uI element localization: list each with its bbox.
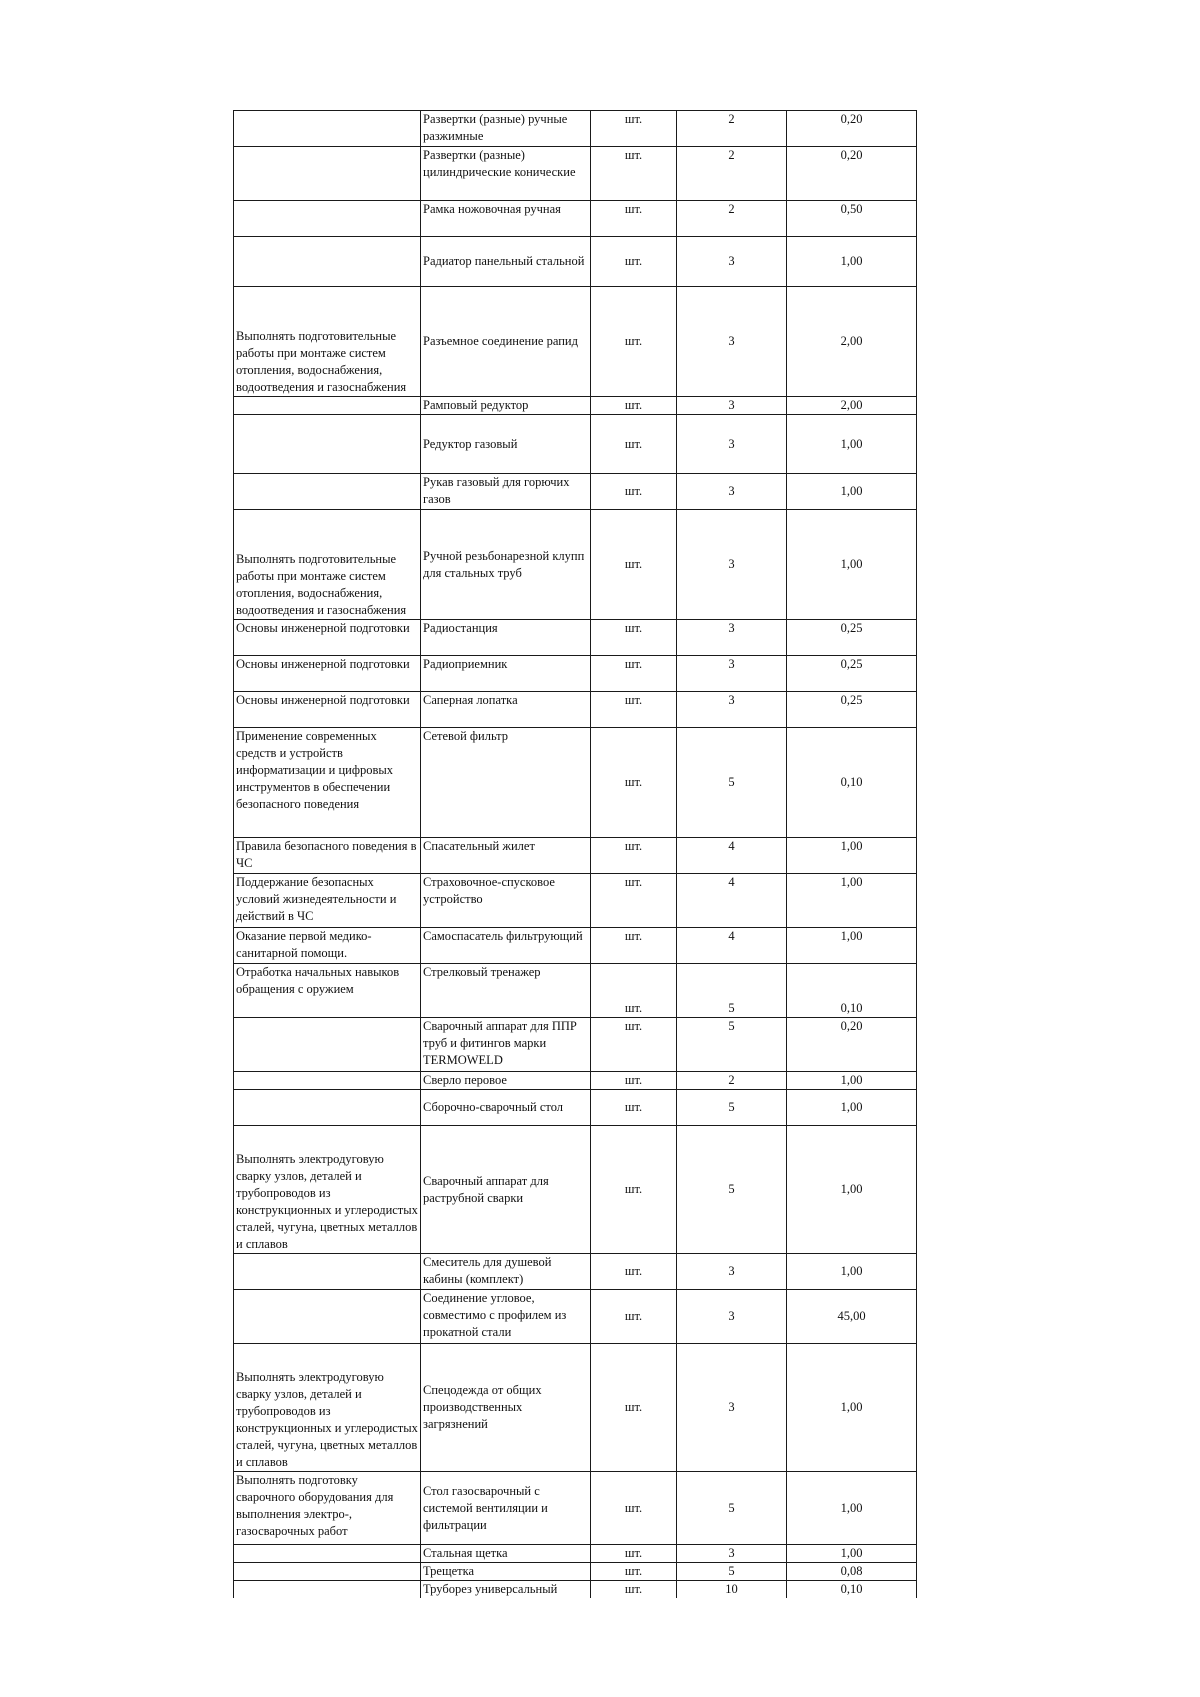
quantity-cell: 4 xyxy=(677,838,787,874)
item-name-cell: Ручной резьбонарезной клупп для стальных труб xyxy=(421,510,591,620)
unit-cell: шт. xyxy=(591,1072,677,1090)
item-name-cell: Соединение угловое, совместимо с профилем из прокатной стали xyxy=(421,1290,591,1344)
unit-cell: шт. xyxy=(591,397,677,415)
table-row xyxy=(234,1581,917,1599)
item-name-cell: Радиоприемник xyxy=(421,656,591,692)
table-row xyxy=(234,1254,917,1290)
item-name-cell: Труборез универсальный xyxy=(421,1581,591,1599)
topic-cell xyxy=(234,1072,421,1090)
unit-cell: шт. xyxy=(591,111,677,147)
norm-cell: 45,00 xyxy=(787,1290,917,1344)
unit-cell: шт. xyxy=(591,1472,677,1545)
table-row xyxy=(234,874,917,928)
table-row xyxy=(234,1018,917,1072)
topic-cell xyxy=(234,1254,421,1290)
table-row xyxy=(234,1545,917,1563)
quantity-cell: 5 xyxy=(677,1090,787,1126)
unit-cell: шт. xyxy=(591,1018,677,1072)
table-row xyxy=(234,656,917,692)
topic-cell: Выполнять подготовку сварочного оборудования для выполнения электро-, газосварочных работ xyxy=(234,1472,421,1545)
norm-cell: 2,00 xyxy=(787,397,917,415)
equipment-table-body xyxy=(234,111,917,1599)
quantity-cell: 3 xyxy=(677,620,787,656)
unit-cell: шт. xyxy=(591,147,677,201)
table-row xyxy=(234,728,917,838)
item-name-cell: Сборочно-сварочный стол xyxy=(421,1090,591,1126)
unit-cell: шт. xyxy=(591,1581,677,1599)
quantity-cell: 2 xyxy=(677,111,787,147)
quantity-cell: 3 xyxy=(677,474,787,510)
unit-cell: шт. xyxy=(591,1290,677,1344)
item-name-cell: Радиостанция xyxy=(421,620,591,656)
item-name-cell: Развертки (разные) ручные разжимные xyxy=(421,111,591,147)
unit-cell: шт. xyxy=(591,728,677,838)
table-row xyxy=(234,1472,917,1545)
table-row xyxy=(234,1126,917,1254)
topic-cell xyxy=(234,1018,421,1072)
quantity-cell: 3 xyxy=(677,656,787,692)
item-name-cell: Рукав газовый для горючих газов xyxy=(421,474,591,510)
quantity-cell: 2 xyxy=(677,147,787,201)
norm-cell: 1,00 xyxy=(787,474,917,510)
item-name-cell: Самоспасатель фильтрующий xyxy=(421,928,591,964)
norm-cell: 1,00 xyxy=(787,1254,917,1290)
unit-cell: шт. xyxy=(591,474,677,510)
topic-cell xyxy=(234,1090,421,1126)
table-row xyxy=(234,415,917,474)
item-name-cell: Саперная лопатка xyxy=(421,692,591,728)
unit-cell: шт. xyxy=(591,928,677,964)
quantity-cell: 2 xyxy=(677,1072,787,1090)
norm-cell: 0,25 xyxy=(787,692,917,728)
table-row xyxy=(234,928,917,964)
quantity-cell: 5 xyxy=(677,1563,787,1581)
norm-cell: 0,25 xyxy=(787,620,917,656)
quantity-cell: 5 xyxy=(677,1018,787,1072)
quantity-cell: 3 xyxy=(677,1344,787,1472)
table-row xyxy=(234,620,917,656)
norm-cell: 0,20 xyxy=(787,111,917,147)
topic-cell xyxy=(234,415,421,474)
quantity-cell: 5 xyxy=(677,964,787,1018)
item-name-cell: Трещетка xyxy=(421,1563,591,1581)
item-name-cell: Страховочное-спусковое устройство xyxy=(421,874,591,928)
item-name-cell: Стрелковый тренажер xyxy=(421,964,591,1018)
table-row xyxy=(234,1563,917,1581)
topic-cell: Выполнять электродуговую сварку узлов, деталей и трубопроводов из конструкционных и углеродистых сталей, чугуна, цветных металлов и сплавов xyxy=(234,1344,421,1472)
unit-cell: шт. xyxy=(591,964,677,1018)
norm-cell: 0,25 xyxy=(787,656,917,692)
item-name-cell: Сварочный аппарат для раструбной сварки xyxy=(421,1126,591,1254)
table-row xyxy=(234,474,917,510)
table-row xyxy=(234,692,917,728)
norm-cell: 0,20 xyxy=(787,147,917,201)
norm-cell: 2,00 xyxy=(787,287,917,397)
unit-cell: шт. xyxy=(591,1126,677,1254)
norm-cell: 1,00 xyxy=(787,1472,917,1545)
norm-cell: 0,08 xyxy=(787,1563,917,1581)
norm-cell: 1,00 xyxy=(787,838,917,874)
topic-cell: Оказание первой медико-санитарной помощи. xyxy=(234,928,421,964)
unit-cell: шт. xyxy=(591,656,677,692)
quantity-cell: 4 xyxy=(677,928,787,964)
table-row xyxy=(234,1290,917,1344)
unit-cell: шт. xyxy=(591,510,677,620)
quantity-cell: 3 xyxy=(677,692,787,728)
table-row xyxy=(234,237,917,287)
quantity-cell: 4 xyxy=(677,874,787,928)
unit-cell: шт. xyxy=(591,237,677,287)
item-name-cell: Рамка ножовочная ручная xyxy=(421,201,591,237)
unit-cell: шт. xyxy=(591,287,677,397)
norm-cell: 1,00 xyxy=(787,415,917,474)
norm-cell: 1,00 xyxy=(787,237,917,287)
table-row xyxy=(234,397,917,415)
topic-cell: Поддержание безопасных условий жизнедеятельности и действий в ЧС xyxy=(234,874,421,928)
item-name-cell: Сетевой фильтр xyxy=(421,728,591,838)
quantity-cell: 5 xyxy=(677,1126,787,1254)
quantity-cell: 2 xyxy=(677,201,787,237)
unit-cell: шт. xyxy=(591,1563,677,1581)
unit-cell: шт. xyxy=(591,692,677,728)
unit-cell: шт. xyxy=(591,620,677,656)
item-name-cell: Стальная щетка xyxy=(421,1545,591,1563)
topic-cell xyxy=(234,474,421,510)
unit-cell: шт. xyxy=(591,1254,677,1290)
norm-cell: 0,10 xyxy=(787,1581,917,1599)
equipment-table xyxy=(233,110,917,1598)
norm-cell: 1,00 xyxy=(787,874,917,928)
item-name-cell: Спасательный жилет xyxy=(421,838,591,874)
table-row xyxy=(234,111,917,147)
topic-cell xyxy=(234,1563,421,1581)
quantity-cell: 3 xyxy=(677,1290,787,1344)
quantity-cell: 10 xyxy=(677,1581,787,1599)
norm-cell: 0,50 xyxy=(787,201,917,237)
topic-cell: Отработка начальных навыков обращения с оружием xyxy=(234,964,421,1018)
norm-cell: 0,20 xyxy=(787,1018,917,1072)
norm-cell: 0,10 xyxy=(787,728,917,838)
table-row xyxy=(234,838,917,874)
table-row xyxy=(234,510,917,620)
item-name-cell: Разъемное соединение рапид xyxy=(421,287,591,397)
topic-cell xyxy=(234,237,421,287)
quantity-cell: 5 xyxy=(677,728,787,838)
norm-cell: 1,00 xyxy=(787,928,917,964)
item-name-cell: Смеситель для душевой кабины (комплект) xyxy=(421,1254,591,1290)
norm-cell: 1,00 xyxy=(787,1344,917,1472)
quantity-cell: 3 xyxy=(677,237,787,287)
item-name-cell: Радиатор панельный стальной xyxy=(421,237,591,287)
unit-cell: шт. xyxy=(591,201,677,237)
unit-cell: шт. xyxy=(591,874,677,928)
topic-cell: Выполнять подготовительные работы при монтаже систем отопления, водоснабжения, водоотведения и газоснабжения xyxy=(234,510,421,620)
table-row xyxy=(234,1072,917,1090)
quantity-cell: 5 xyxy=(677,1472,787,1545)
table-row xyxy=(234,147,917,201)
norm-cell: 1,00 xyxy=(787,1090,917,1126)
item-name-cell: Спецодежда от общих производственных загрязнений xyxy=(421,1344,591,1472)
quantity-cell: 3 xyxy=(677,1545,787,1563)
topic-cell xyxy=(234,1545,421,1563)
quantity-cell: 3 xyxy=(677,415,787,474)
topic-cell: Выполнять подготовительные работы при монтаже систем отопления, водоснабжения, водоотведения и газоснабжения xyxy=(234,287,421,397)
quantity-cell: 3 xyxy=(677,510,787,620)
item-name-cell: Стол газосварочный с системой вентиляции и фильтрации xyxy=(421,1472,591,1545)
item-name-cell: Рамповый редуктор xyxy=(421,397,591,415)
topic-cell: Выполнять электродуговую сварку узлов, деталей и трубопроводов из конструкционных и углеродистых сталей, чугуна, цветных металлов и сплавов xyxy=(234,1126,421,1254)
topic-cell: Основы инженерной подготовки xyxy=(234,692,421,728)
unit-cell: шт. xyxy=(591,838,677,874)
quantity-cell: 3 xyxy=(677,1254,787,1290)
unit-cell: шт. xyxy=(591,1545,677,1563)
unit-cell: шт. xyxy=(591,415,677,474)
norm-cell: 1,00 xyxy=(787,510,917,620)
table-row xyxy=(234,1344,917,1472)
unit-cell: шт. xyxy=(591,1090,677,1126)
item-name-cell: Сверло перовое xyxy=(421,1072,591,1090)
topic-cell xyxy=(234,1581,421,1599)
norm-cell: 0,10 xyxy=(787,964,917,1018)
table-row xyxy=(234,1090,917,1126)
item-name-cell: Редуктор газовый xyxy=(421,415,591,474)
quantity-cell: 3 xyxy=(677,287,787,397)
norm-cell: 1,00 xyxy=(787,1545,917,1563)
topic-cell: Основы инженерной подготовки xyxy=(234,656,421,692)
topic-cell: Применение современных средств и устройств информатизации и цифровых инструментов в обеспечении безопасного поведения xyxy=(234,728,421,838)
norm-cell: 1,00 xyxy=(787,1126,917,1254)
norm-cell: 1,00 xyxy=(787,1072,917,1090)
table-row xyxy=(234,287,917,397)
table-row xyxy=(234,964,917,1018)
topic-cell xyxy=(234,1290,421,1344)
quantity-cell: 3 xyxy=(677,397,787,415)
topic-cell xyxy=(234,201,421,237)
unit-cell: шт. xyxy=(591,1344,677,1472)
item-name-cell: Развертки (разные) цилиндрические конические xyxy=(421,147,591,201)
item-name-cell: Сварочный аппарат для ППР труб и фитингов марки TERMOWELD xyxy=(421,1018,591,1072)
topic-cell: Правила безопасного поведения в ЧС xyxy=(234,838,421,874)
table-row xyxy=(234,201,917,237)
topic-cell xyxy=(234,147,421,201)
topic-cell xyxy=(234,111,421,147)
topic-cell: Основы инженерной подготовки xyxy=(234,620,421,656)
topic-cell xyxy=(234,397,421,415)
